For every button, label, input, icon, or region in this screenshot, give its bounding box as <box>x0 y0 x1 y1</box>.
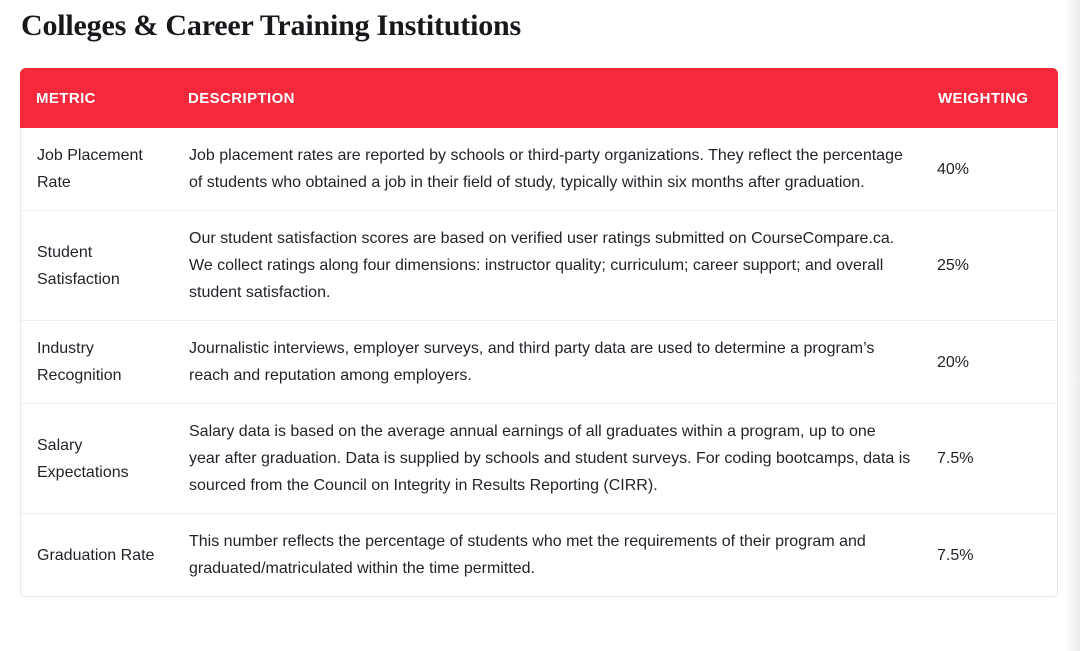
page-title: Colleges & Career Training Institutions <box>21 9 521 42</box>
column-header-weighting: WEIGHTING <box>938 89 1029 107</box>
weighting-cell: 25% <box>937 257 970 274</box>
metric-cell: Salary Expectations <box>37 436 129 481</box>
table-row <box>21 404 1057 514</box>
weighting-cell: 40% <box>937 160 970 178</box>
metric-cell: Graduation Rate <box>37 546 155 564</box>
description-cell: Journalistic interviews, employer surveys, and third party data are used to determine a program’s reach and reputation among employers. <box>189 340 875 384</box>
metric-cell: Job Placement Rate <box>37 147 143 191</box>
column-header-description: DESCRIPTION <box>188 89 295 107</box>
description-cell: This number reflects the percentage of students who met the requirements of their program and graduated/matriculated within the time permitted. <box>189 533 866 577</box>
table-row <box>21 211 1057 321</box>
weighting-cell: 20% <box>937 353 970 371</box>
weighting-cell: 7.5% <box>937 546 974 564</box>
table-row <box>21 321 1057 404</box>
metric-cell: Industry Recognition <box>37 340 122 384</box>
table-row <box>21 128 1057 211</box>
column-header-metric: METRIC <box>36 89 96 107</box>
description-cell: Our student satisfaction scores are based on verified user ratings submitted on CourseCompare.ca. We collect ratings along four dimensions: instructor quality; curriculum; career support; and overall student satisfaction. <box>189 230 895 301</box>
description-cell: Salary data is based on the average annual earnings of all graduates within a program, up to one year after graduation. Data is supplied by schools and student surveys. For coding bootcamps, data is sourced from the Council on Integrity in Results Reporting (CIRR). <box>189 423 911 494</box>
weighting-cell: 7.5% <box>937 450 974 467</box>
description-cell: Job placement rates are reported by schools or third-party organizations. They reflect the percentage of students who obtained a job in their field of study, typically within six months after graduation. <box>189 147 903 191</box>
page-edge-shade <box>1064 0 1080 651</box>
metric-cell: Student Satisfaction <box>37 243 120 288</box>
table-body <box>20 128 1058 597</box>
table-header-row <box>20 68 1058 128</box>
methodology-weighting-table <box>20 68 1058 597</box>
table-row <box>21 514 1057 596</box>
